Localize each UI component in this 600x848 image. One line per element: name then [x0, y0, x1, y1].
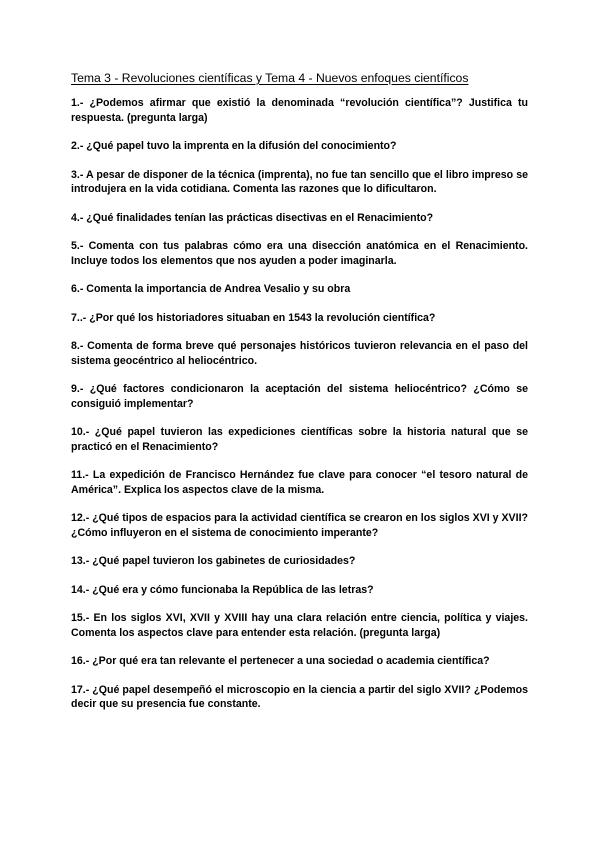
question-13: 13.- ¿Qué papel tuvieron los gabinetes de curiosidades?: [71, 555, 356, 567]
question-1: 1.- ¿Podemos afirmar que existió la denominada “revolución científica”? Justifica tu respuesta. (pregunta larga): [71, 97, 528, 124]
question-6: 6.- Comenta la importancia de Andrea Vesalio y su obra: [71, 283, 351, 295]
question-5: 5.- Comenta con tus palabras cómo era una disección anatómica en el Renacimiento. Incluye todos los elementos que nos ayuden a poder imaginarla.: [71, 240, 528, 267]
question-3: 3.- A pesar de disponer de la técnica (imprenta), no fue tan sencillo que el libro impreso se introdujera en la vida cotidiana. Comenta las razones que lo dificultaron.: [71, 168, 528, 195]
question-8: 8.- Comenta de forma breve qué personajes históricos tuvieron relevancia en el paso del sistema geocéntrico al heliocéntrico.: [71, 340, 528, 367]
question-11: 11.- La expedición de Francisco Hernández fue clave para conocer “el tesoro natural de América”. Explica los aspectos clave de la misma.: [71, 469, 528, 496]
question-4: 4.- ¿Qué finalidades tenían las prácticas disectivas en el Renacimiento?: [71, 211, 434, 224]
question-17: 17.- ¿Qué papel desempeñó el microscopio en la ciencia a partir del siglo XVII? ¿Podemos decir que su presencia fue constante.: [71, 683, 528, 710]
question-16: 16.- ¿Por qué era tan relevante el pertenecer a una sociedad o academia científica?: [71, 655, 490, 667]
question-10: 10.- ¿Qué papel tuvieron las expediciones científicas sobre la historia natural que se practicó en el Renacimiento?: [71, 426, 528, 453]
question-9: 9.- ¿Qué factores condicionaron la aceptación del sistema heliocéntrico? ¿Cómo se consiguió implementar?: [71, 383, 528, 410]
document-page: [71, 70, 528, 726]
page-title: Tema 3 - Revoluciones científicas y Tema 4 - Nuevos enfoques científicos: [71, 71, 469, 85]
question-7: 7..- ¿Por qué los historiadores situaban en 1543 la revolución científica?: [71, 311, 436, 324]
question-2: 2.- ¿Qué papel tuvo la imprenta en la difusión del conocimiento?: [71, 140, 397, 152]
question-15: 15.- En los siglos XVI, XVII y XVIII hay una clara relación entre ciencia, política y viajes. Comenta los aspectos clave para entender esta relación. (pregunta larga): [71, 612, 528, 639]
question-12: 12.- ¿Qué tipos de espacios para la actividad científica se crearon en los siglos XVI y XVII? ¿Cómo influyeron en el sistema de conocimiento imperante?: [71, 512, 528, 539]
question-14: 14.- ¿Qué era y cómo funcionaba la República de las letras?: [71, 583, 374, 596]
